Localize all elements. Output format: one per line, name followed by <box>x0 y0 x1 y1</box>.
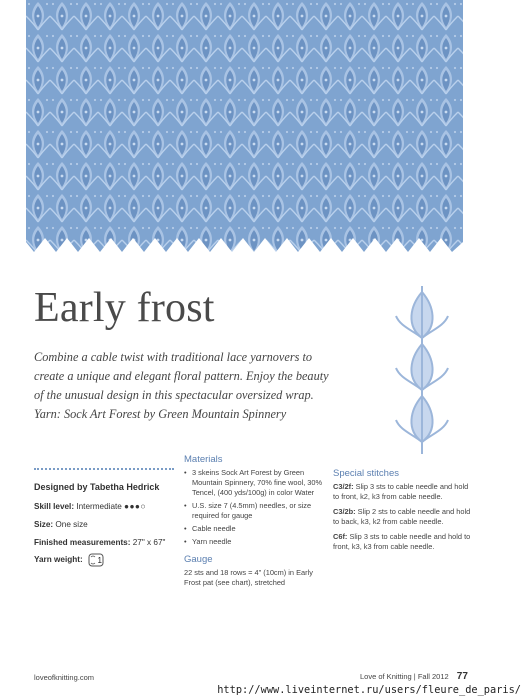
special-stitches-column <box>333 468 473 557</box>
shawl-photo <box>26 0 463 258</box>
skill-value: Intermediate <box>76 502 122 511</box>
stitch-abbr: C6f: <box>333 532 348 541</box>
stitch-text: Slip 2 sts to cable needle and hold to back, k3, k2 from cable needle. <box>333 507 471 526</box>
stitch-abbr: C3/2f: <box>333 482 354 491</box>
stitch-text: Slip 3 sts to cable needle and hold to front, k3, k3 from cable needle. <box>333 532 471 551</box>
stitch-item <box>333 532 473 552</box>
list-item: • U.S. size 7 (4.5mm) needles, or size required for gauge <box>184 501 324 521</box>
special-stitches-heading: Special stitches <box>333 468 400 479</box>
designer-credit: Designed by Tabetha Hedrick <box>34 482 160 492</box>
article-title: Early frost <box>34 285 215 331</box>
finished-value: 27" x 67" <box>132 538 166 547</box>
skill-dots: ●●●○ <box>124 502 146 511</box>
materials-heading: Materials <box>184 454 223 465</box>
skill-level <box>34 502 146 511</box>
list-item: • Cable needle <box>184 524 324 534</box>
stitch-item <box>333 507 473 527</box>
gauge-heading: Gauge <box>184 554 213 565</box>
size-label: Size: <box>34 520 54 529</box>
page-number: 77 <box>456 671 468 682</box>
svg-text:1: 1 <box>97 556 102 565</box>
gauge-text: 22 sts and 18 rows = 4" (10cm) in Early Frost pat (see chart), stretched <box>184 568 313 587</box>
skill-label: Skill level: <box>34 502 75 511</box>
article-intro: Combine a cable twist with traditional lace yarnovers to create a unique and elegant floral pattern. Enjoy the beauty of the unusual design in this spectacular oversized wrap. Yarn: Sock Art Forest by Green Mountain Spinnery <box>34 350 329 421</box>
materials-column <box>184 454 324 588</box>
yarn-weight-label: Yarn weight: <box>34 555 83 565</box>
list-item: • 3 skeins Sock Art Forest by Green Mountain Spinnery, 70% fine wool, 30% Tencel, (400 yds/100g) in color Water <box>184 468 324 498</box>
watermark-url[interactable]: http://www.liveinternet.ru/users/fleure_de_paris/ <box>217 684 521 696</box>
stitch-text: Slip 3 sts to cable needle and hold to front, k2, k3 from cable needle. <box>333 482 469 501</box>
materials-list <box>184 468 324 547</box>
issue-label: Love of Knitting | Fall 2012 <box>360 672 449 681</box>
issue-info <box>360 671 468 682</box>
stitch-item <box>333 482 473 502</box>
size-value: One size <box>55 520 88 529</box>
stitch-abbr: C3/2b: <box>333 507 356 516</box>
tulip-ornament-icon <box>392 286 452 456</box>
divider <box>34 468 174 470</box>
yarn-weight-1-icon <box>88 553 104 567</box>
yarn-weight <box>34 553 104 567</box>
list-item: • Yarn needle <box>184 537 324 547</box>
finished-label: Finished measurements: <box>34 538 131 547</box>
finished-measurements <box>34 538 165 547</box>
size <box>34 520 88 529</box>
site-link[interactable]: loveofknitting.com <box>34 673 95 682</box>
